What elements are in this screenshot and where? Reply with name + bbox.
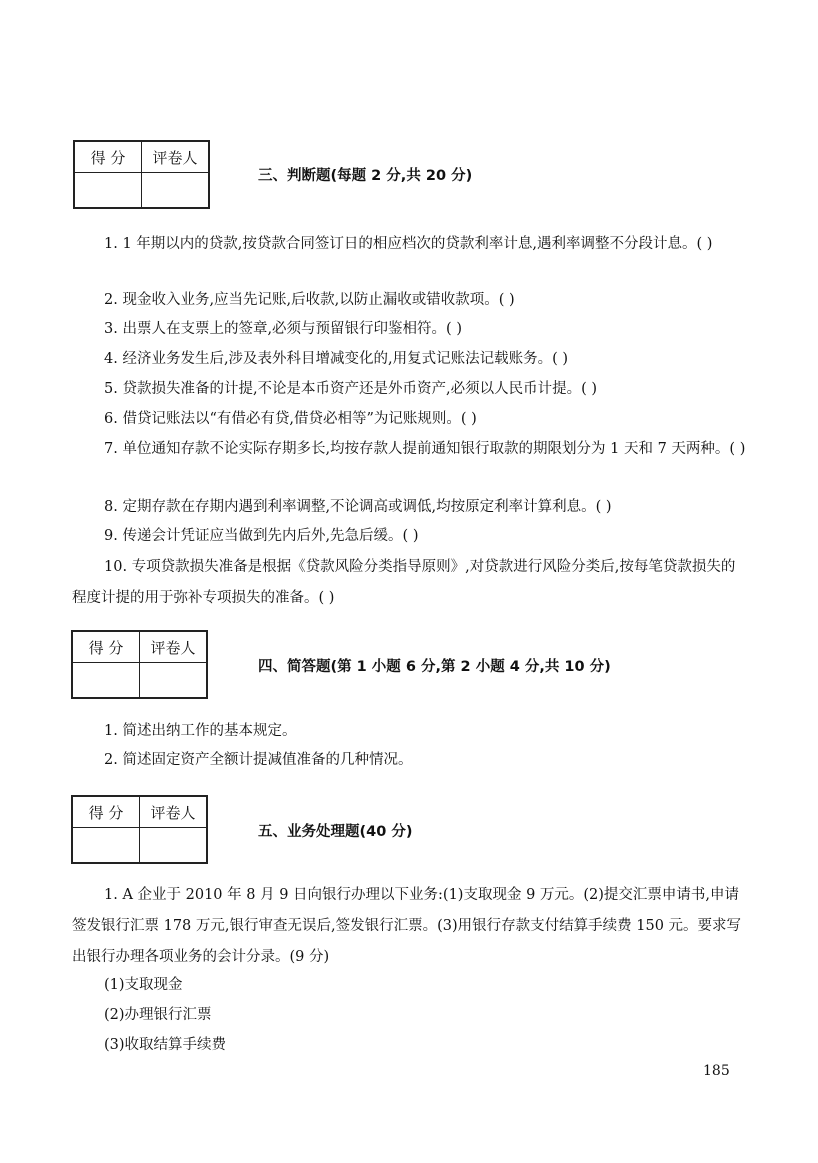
score-table-section5	[71, 795, 208, 864]
answer-part: (3)收取结算手续费	[104, 1037, 227, 1053]
grader-cell	[140, 828, 208, 864]
question-item: 7. 单位通知存款不论实际存期多长,均按存款人提前通知银行取款的期限划分为 1 天和 7 天两种。( )	[104, 441, 746, 457]
score-label: 得 分	[72, 796, 140, 828]
question-item: 1. A 企业于 2010 年 8 月 9 日向银行办理以下业务:(1)支取现金 9 万元。(2)提交汇票申请书,申请签发银行汇票 178 万元,银行审查无误后,签发银行汇票。(3)用银行存款支付结算手续费 150 元。要求写出银行办理各项业务的会计分录。(9 分)	[72, 887, 742, 965]
score-cell	[72, 828, 140, 864]
grader-label: 评卷人	[140, 631, 208, 663]
question-item: 3. 出票人在支票上的签章,必须与预留银行印鉴相符。( )	[104, 321, 462, 337]
score-cell	[74, 173, 142, 209]
question-item: 2. 现金收入业务,应当先记账,后收款,以防止漏收或错收款项。( )	[104, 292, 515, 308]
score-cell	[72, 663, 140, 699]
grader-cell	[142, 173, 210, 209]
section3-title: 三、判断题(每题 2 分,共 20 分)	[258, 168, 473, 184]
grader-cell	[140, 663, 208, 699]
grader-label: 评卷人	[140, 796, 208, 828]
question-item: 10. 专项贷款损失准备是根据《贷款风险分类指导原则》,对贷款进行风险分类后,按每笔贷款损失的程度计提的用于弥补专项损失的准备。( )	[72, 559, 736, 606]
question-item: 5. 贷款损失准备的计提,不论是本币资产还是外币资产,必须以人民币计提。( )	[104, 381, 598, 397]
question-item: 6. 借贷记账法以“有借必有贷,借贷必相等”为记账规则。( )	[104, 411, 477, 427]
answer-part: (2)办理银行汇票	[104, 1007, 212, 1023]
question-item: 1. 简述出纳工作的基本规定。	[104, 723, 297, 739]
score-table-section4	[71, 630, 208, 699]
question-item: 8. 定期存款在存期内遇到利率调整,不论调高或调低,均按原定利率计算利息。( )	[104, 499, 612, 515]
score-label: 得 分	[74, 141, 142, 173]
answer-part: (1)支取现金	[104, 977, 183, 993]
score-label: 得 分	[72, 631, 140, 663]
question-item: 9. 传递会计凭证应当做到先内后外,先急后缓。( )	[104, 528, 419, 544]
page-number: 185	[703, 1063, 730, 1079]
grader-label: 评卷人	[142, 141, 210, 173]
section4-title: 四、简答题(第 1 小题 6 分,第 2 小题 4 分,共 10 分)	[258, 659, 611, 675]
score-table-section3	[73, 140, 210, 209]
question-item: 4. 经济业务发生后,涉及表外科目增减变化的,用复式记账法记载账务。( )	[104, 351, 569, 367]
section5-title: 五、业务处理题(40 分)	[258, 824, 413, 840]
question-item: 2. 简述固定资产全额计提减值准备的几种情况。	[104, 752, 413, 768]
question-item: 1. 1 年期以内的贷款,按贷款合同签订日的相应档次的贷款利率计息,遇利率调整不分段计息。( )	[104, 236, 713, 252]
